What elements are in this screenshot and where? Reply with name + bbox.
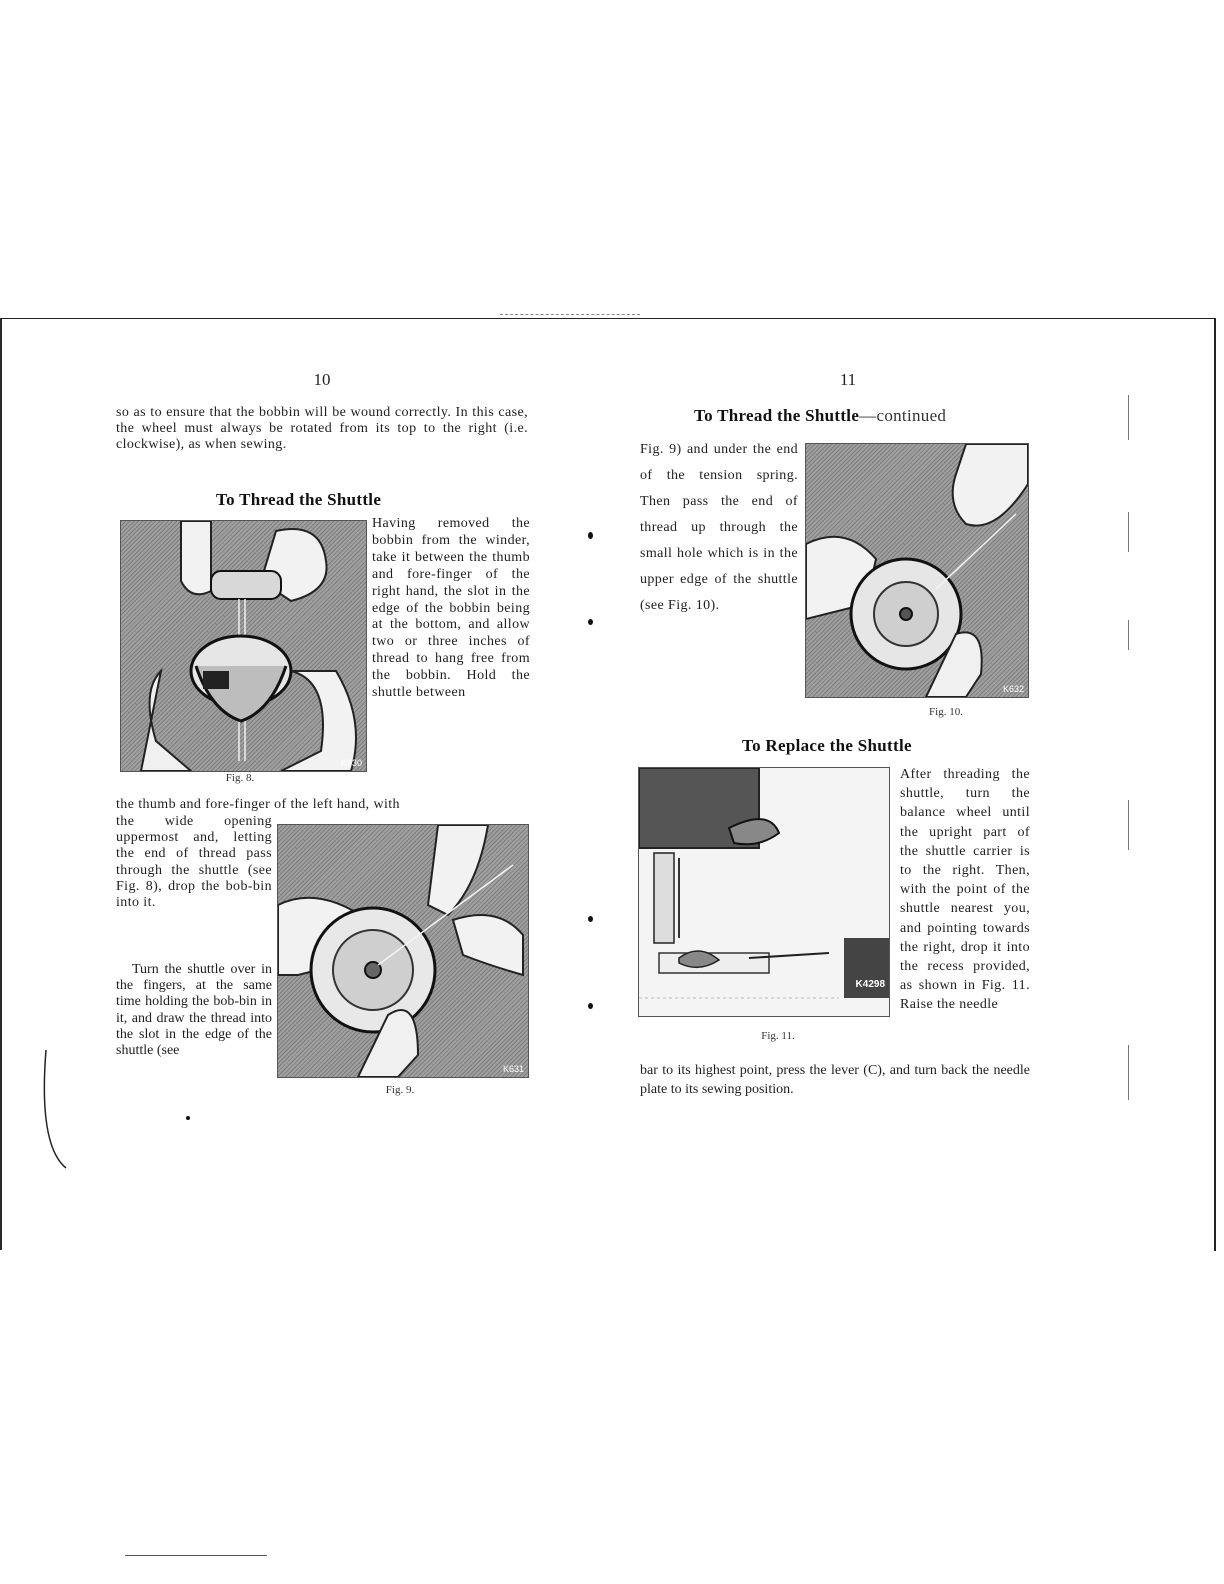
left-para1-side2: the wide opening uppermost and, letting the end of thread pass through the shuttle (see Fig. 8), drop the bob-bin into it. — [116, 814, 272, 911]
right-heading-main: To Thread the Shuttle — [694, 406, 860, 425]
right-para1: Fig. 9) and under the end of the tension spring. Then pass the end of thread up through the small hole which is in the upper edge of the shuttle (see Fig. 10). — [640, 442, 798, 613]
fig11-photo — [638, 767, 890, 1017]
fig10-code: K632 — [1002, 684, 1024, 694]
right-para2-side: After threading the shuttle, turn the balance wheel until the upright part of the shuttle carrier is to the right. Then, with the point of the shuttle nearest you, and pointing towards the right, drop it into the recess provided, as shown in Fig. 11. Raise the needle — [900, 767, 1030, 1013]
left-heading: To Thread the Shuttle — [216, 490, 382, 509]
fig11-code: K4298 — [855, 979, 885, 990]
left-intro-paragraph: so as to ensure that the bobbin will be wound correctly. In this case, the wheel must always be rotated from its top to the right (i.e. clockwise), as when sewing. — [116, 405, 528, 453]
left-para2: Turn the shuttle over in the fingers, at the same time holding the bob-bin in it, and draw the thread into the slot in the edge of the shuttle (see — [116, 962, 272, 1059]
gutter-dot — [588, 1003, 593, 1009]
fig9-code: K631 — [502, 1064, 524, 1074]
fig11-caption: Fig. 11. — [761, 1030, 795, 1042]
fig8-code: K630 — [340, 758, 362, 768]
gutter-dot — [588, 532, 593, 539]
right-page-number: 11 — [839, 370, 857, 389]
fig10-caption: Fig. 10. — [929, 706, 963, 718]
ink-dot — [186, 1116, 190, 1120]
right-heading — [694, 406, 946, 426]
margin-mark — [1128, 620, 1129, 650]
fig9-caption: Fig. 9. — [385, 1084, 415, 1096]
margin-mark — [1128, 800, 1129, 850]
left-page-number: 10 — [313, 370, 331, 389]
gutter-dot — [588, 619, 593, 625]
left-edge-rule — [0, 318, 2, 1250]
fig9-photo — [277, 824, 529, 1078]
page-spread-frame — [0, 318, 1216, 1251]
top-divider — [500, 314, 640, 315]
margin-mark — [1128, 1045, 1129, 1100]
fig8-photo — [120, 520, 367, 772]
bottom-underline — [125, 1555, 267, 1556]
right-heading-continued: —continued — [859, 406, 947, 425]
margin-mark — [1128, 512, 1129, 552]
right-para2-full: bar to its highest point, press the lever (C), and turn back the needle plate to its sewing position. — [640, 1063, 1030, 1097]
right-heading2: To Replace the Shuttle — [742, 736, 912, 755]
left-para1-full: the thumb and fore-finger of the left hand, with — [116, 797, 400, 812]
gutter-dot — [588, 916, 593, 922]
fig10-photo — [805, 443, 1029, 698]
margin-mark — [1128, 395, 1129, 440]
margin-curve-mark — [40, 1050, 70, 1170]
fig8-caption: Fig. 8. — [225, 772, 255, 784]
left-para1-side: Having removed the bobbin from the winder, take it between the thumb and fore-finger of the right hand, the slot in the edge of the bobbin being at the bottom, and allow two or three inches of thread to hang free from the bobbin. Hold the shuttle between — [372, 516, 530, 701]
